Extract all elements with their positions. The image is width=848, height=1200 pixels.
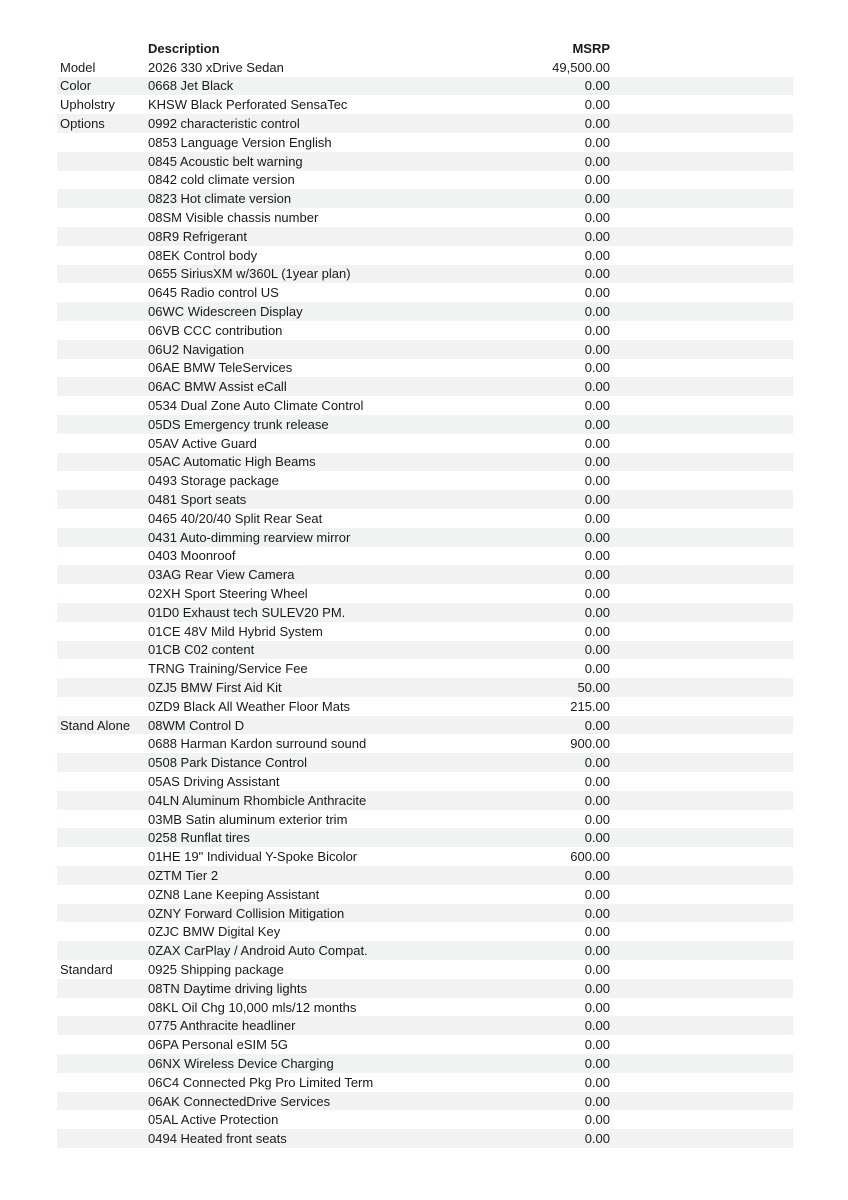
row-category (57, 1073, 148, 1092)
row-filler (610, 133, 793, 152)
row-msrp: 0.00 (584, 548, 610, 564)
header-row (57, 39, 793, 58)
row-category (57, 847, 148, 866)
row-description: 0431 Auto-dimming rearview mirror (148, 529, 351, 545)
row-description: 0ZD9 Black All Weather Floor Mats (148, 698, 351, 714)
row-category (57, 904, 148, 923)
row-category (57, 697, 148, 716)
row-description: 01CE 48V Mild Hybrid System (148, 623, 323, 639)
row-msrp: 0.00 (584, 116, 610, 132)
row-category (57, 509, 148, 528)
row-filler (610, 340, 793, 359)
row-category (57, 565, 148, 584)
row-msrp: 0.00 (584, 999, 610, 1015)
row-description: 03AG Rear View Camera (148, 567, 295, 583)
row-category (57, 866, 148, 885)
row-filler (610, 359, 793, 378)
row-msrp: 0.00 (584, 285, 610, 301)
row-category (57, 453, 148, 472)
row-filler (610, 734, 793, 753)
table-row (57, 1054, 793, 1073)
row-category: Options (60, 116, 105, 132)
row-msrp: 900.00 (570, 736, 610, 752)
row-filler (610, 246, 793, 265)
row-filler (610, 904, 793, 923)
header-category (57, 39, 148, 58)
row-msrp: 0.00 (584, 379, 610, 395)
row-description: 08EK Control body (148, 247, 258, 263)
row-msrp: 0.00 (584, 304, 610, 320)
row-msrp: 0.00 (584, 755, 610, 771)
table-row (57, 152, 793, 171)
row-category (57, 171, 148, 190)
row-category (57, 810, 148, 829)
row-description: 0ZNY Forward Collision Mitigation (148, 905, 345, 921)
row-category (57, 340, 148, 359)
header-msrp: MSRP (572, 40, 610, 56)
row-filler (610, 377, 793, 396)
row-category: Standard (60, 961, 113, 977)
header-description: Description (148, 40, 220, 56)
row-category (57, 321, 148, 340)
row-filler (610, 622, 793, 641)
row-msrp: 0.00 (584, 1037, 610, 1053)
table-row (57, 396, 793, 415)
row-msrp: 0.00 (584, 773, 610, 789)
row-category (57, 772, 148, 791)
row-msrp: 0.00 (584, 1074, 610, 1090)
row-msrp: 0.00 (584, 153, 610, 169)
row-category (57, 979, 148, 998)
row-category (57, 584, 148, 603)
row-msrp: 0.00 (584, 435, 610, 451)
row-msrp: 0.00 (584, 341, 610, 357)
table-row (57, 922, 793, 941)
table-row (57, 359, 793, 378)
table-row (57, 678, 793, 697)
row-category (57, 133, 148, 152)
row-filler (610, 471, 793, 490)
row-description: 0775 Anthracite headliner (148, 1018, 296, 1034)
row-msrp: 0.00 (584, 492, 610, 508)
row-filler (610, 227, 793, 246)
row-description: 06VB CCC contribution (148, 322, 283, 338)
row-filler (610, 847, 793, 866)
row-category (57, 603, 148, 622)
row-msrp: 0.00 (584, 604, 610, 620)
row-category: Color (60, 78, 92, 94)
row-description: 0508 Park Distance Control (148, 755, 307, 771)
row-msrp: 0.00 (584, 360, 610, 376)
row-msrp: 0.00 (584, 228, 610, 244)
row-msrp: 0.00 (584, 1093, 610, 1109)
row-filler (610, 565, 793, 584)
row-category: Model (60, 59, 96, 75)
row-category (57, 1035, 148, 1054)
row-filler (610, 1035, 793, 1054)
row-category (57, 434, 148, 453)
table-row (57, 1073, 793, 1092)
table-row (57, 1129, 793, 1148)
row-msrp: 0.00 (584, 905, 610, 921)
row-category (57, 1054, 148, 1073)
row-category (57, 377, 148, 396)
table-row (57, 189, 793, 208)
row-filler (610, 998, 793, 1017)
row-filler (610, 453, 793, 472)
row-msrp: 0.00 (584, 886, 610, 902)
row-msrp: 0.00 (584, 416, 610, 432)
row-category (57, 471, 148, 490)
row-msrp: 50.00 (577, 679, 610, 695)
row-msrp: 0.00 (584, 867, 610, 883)
table-row (57, 828, 793, 847)
row-msrp: 215.00 (570, 698, 610, 714)
row-msrp: 0.00 (584, 623, 610, 639)
row-filler (610, 810, 793, 829)
row-filler (610, 1092, 793, 1111)
row-description: 06PA Personal eSIM 5G (148, 1037, 288, 1053)
row-filler (610, 866, 793, 885)
row-filler (610, 171, 793, 190)
row-description: 05DS Emergency trunk release (148, 416, 329, 432)
row-filler (610, 641, 793, 660)
row-filler (610, 77, 793, 96)
row-filler (610, 396, 793, 415)
row-description: 01D0 Exhaust tech SULEV20 PM. (148, 604, 346, 620)
row-filler (610, 321, 793, 340)
row-category (57, 490, 148, 509)
table-row (57, 1092, 793, 1111)
row-description: 05AL Active Protection (148, 1112, 279, 1128)
row-filler (610, 772, 793, 791)
row-category (57, 189, 148, 208)
table-row (57, 415, 793, 434)
row-filler (610, 1110, 793, 1129)
row-msrp: 0.00 (584, 191, 610, 207)
table-row (57, 772, 793, 791)
row-category (57, 622, 148, 641)
table-row (57, 734, 793, 753)
row-msrp: 0.00 (584, 943, 610, 959)
row-description: 06WC Widescreen Display (148, 304, 303, 320)
table-row (57, 641, 793, 660)
table-row (57, 584, 793, 603)
row-category (57, 1129, 148, 1148)
row-description: TRNG Training/Service Fee (148, 661, 308, 677)
row-category (57, 528, 148, 547)
table-row (57, 171, 793, 190)
row-msrp: 0.00 (584, 792, 610, 808)
row-filler (610, 547, 793, 566)
row-msrp: 49,500.00 (552, 59, 610, 75)
row-filler (610, 509, 793, 528)
row-msrp: 0.00 (584, 510, 610, 526)
table-row (57, 208, 793, 227)
row-msrp: 0.00 (584, 1112, 610, 1128)
row-msrp: 0.00 (584, 1131, 610, 1147)
row-description: 08SM Visible chassis number (148, 210, 319, 226)
row-filler (610, 114, 793, 133)
row-filler (610, 678, 793, 697)
row-description: 0ZAX CarPlay / Android Auto Compat. (148, 943, 368, 959)
row-filler (610, 528, 793, 547)
row-description: 03MB Satin aluminum exterior trim (148, 811, 348, 827)
table-row (57, 58, 793, 77)
table-row (57, 791, 793, 810)
row-description: 0845 Acoustic belt warning (148, 153, 303, 169)
row-filler (610, 1054, 793, 1073)
row-category (57, 283, 148, 302)
row-filler (610, 885, 793, 904)
table-row (57, 603, 793, 622)
table-row (57, 509, 793, 528)
table-row (57, 941, 793, 960)
row-description: 02XH Sport Steering Wheel (148, 586, 308, 601)
row-filler (610, 828, 793, 847)
row-msrp: 0.00 (584, 172, 610, 188)
row-category (57, 922, 148, 941)
row-category: Stand Alone (60, 717, 131, 733)
row-description: 06NX Wireless Device Charging (148, 1055, 334, 1071)
row-msrp: 600.00 (570, 849, 610, 865)
row-filler (610, 603, 793, 622)
row-description: 04LN Aluminum Rhombicle Anthracite (148, 792, 367, 808)
row-filler (610, 189, 793, 208)
table-row (57, 716, 793, 735)
row-category (57, 791, 148, 810)
table-row (57, 847, 793, 866)
table-row (57, 1016, 793, 1035)
table-row (57, 490, 793, 509)
table-row (57, 95, 793, 114)
row-filler (610, 753, 793, 772)
row-filler (610, 941, 793, 960)
row-msrp: 0.00 (584, 247, 610, 263)
row-description: 0ZN8 Lane Keeping Assistant (148, 886, 320, 902)
row-filler (610, 922, 793, 941)
row-description: 0842 cold climate version (148, 172, 295, 188)
row-description: 05AS Driving Assistant (148, 773, 280, 789)
row-description: 0688 Harman Kardon surround sound (148, 736, 367, 752)
row-msrp: 0.00 (584, 980, 610, 996)
row-category (57, 1110, 148, 1129)
row-description: 08KL Oil Chg 10,000 mls/12 months (148, 999, 357, 1015)
row-msrp: 0.00 (584, 661, 610, 677)
row-description: 06C4 Connected Pkg Pro Limited Term (148, 1074, 374, 1090)
table-body (57, 58, 793, 1148)
table-row (57, 377, 793, 396)
row-category (57, 246, 148, 265)
table-row (57, 321, 793, 340)
row-category (57, 547, 148, 566)
table-row (57, 565, 793, 584)
row-filler (610, 584, 793, 603)
row-msrp: 0.00 (584, 454, 610, 470)
row-msrp: 0.00 (584, 97, 610, 113)
row-msrp: 0.00 (584, 210, 610, 226)
row-description: 0655 SiriusXM w/360L (1year plan) (148, 266, 351, 282)
row-filler (610, 434, 793, 453)
row-description: 0494 Heated front seats (148, 1131, 287, 1147)
table-row (57, 283, 793, 302)
row-filler (610, 265, 793, 284)
row-filler (610, 208, 793, 227)
row-filler (610, 95, 793, 114)
row-category (57, 227, 148, 246)
row-description: 0ZTM Tier 2 (148, 867, 219, 883)
row-category (57, 208, 148, 227)
row-description: 05AC Automatic High Beams (148, 454, 316, 470)
table-row (57, 528, 793, 547)
row-msrp: 0.00 (584, 642, 610, 658)
row-description: 08WM Control D (148, 717, 245, 733)
row-category (57, 885, 148, 904)
row-description: 0258 Runflat tires (148, 830, 250, 846)
row-filler (610, 283, 793, 302)
table-row (57, 227, 793, 246)
row-description: 0853 Language Version English (148, 134, 332, 150)
row-filler (610, 302, 793, 321)
row-filler (610, 490, 793, 509)
table-row (57, 1110, 793, 1129)
row-description: 08R9 Refrigerant (148, 228, 247, 244)
options-table (57, 39, 793, 1148)
row-description: 0481 Sport seats (148, 492, 247, 508)
row-description: 01HE 19" Individual Y-Spoke Bicolor (148, 849, 358, 865)
row-filler (610, 979, 793, 998)
header-filler (610, 39, 793, 58)
row-msrp: 0.00 (584, 830, 610, 846)
row-category (57, 359, 148, 378)
table-row (57, 1035, 793, 1054)
row-description: 0465 40/20/40 Split Rear Seat (148, 510, 323, 526)
row-description: 2026 330 xDrive Sedan (148, 59, 284, 75)
table-row (57, 885, 793, 904)
row-description: 0992 characteristic control (148, 116, 300, 132)
row-category: Upholstry (60, 97, 115, 113)
table-row (57, 302, 793, 321)
row-category (57, 1092, 148, 1111)
row-filler (610, 1129, 793, 1148)
table-row (57, 434, 793, 453)
row-msrp: 0.00 (584, 717, 610, 733)
table-row (57, 77, 793, 96)
table-row (57, 265, 793, 284)
row-description: 01CB C02 content (148, 642, 255, 658)
row-msrp: 0.00 (584, 567, 610, 583)
row-msrp: 0.00 (584, 1055, 610, 1071)
row-msrp: 0.00 (584, 266, 610, 282)
row-description: 05AV Active Guard (148, 435, 257, 451)
row-msrp: 0.00 (584, 134, 610, 150)
table-row (57, 114, 793, 133)
row-description: 0823 Hot climate version (148, 191, 292, 207)
row-msrp: 0.00 (584, 322, 610, 338)
row-msrp: 0.00 (584, 78, 610, 94)
table-row (57, 471, 793, 490)
table-row (57, 622, 793, 641)
table-row (57, 659, 793, 678)
row-msrp: 0.00 (584, 1018, 610, 1034)
row-category (57, 998, 148, 1017)
row-filler (610, 960, 793, 979)
row-description: 08TN Daytime driving lights (148, 980, 307, 996)
row-category (57, 641, 148, 660)
row-filler (610, 58, 793, 77)
row-description: 0ZJ5 BMW First Aid Kit (148, 679, 282, 695)
row-filler (610, 659, 793, 678)
row-filler (610, 697, 793, 716)
row-category (57, 941, 148, 960)
table-row (57, 753, 793, 772)
table-row (57, 547, 793, 566)
row-description: KHSW Black Perforated SensaTec (148, 97, 348, 113)
row-description: 0534 Dual Zone Auto Climate Control (148, 398, 364, 414)
row-description: 06AC BMW Assist eCall (148, 379, 287, 395)
row-category (57, 265, 148, 284)
row-msrp: 0.00 (584, 473, 610, 489)
table-row (57, 866, 793, 885)
row-filler (610, 1073, 793, 1092)
row-category (57, 302, 148, 321)
row-description: 06AK ConnectedDrive Services (148, 1093, 331, 1109)
row-filler (610, 1016, 793, 1035)
row-description: 0403 Moonroof (148, 548, 236, 564)
table-row (57, 904, 793, 923)
row-description: 0ZJC BMW Digital Key (148, 924, 281, 940)
row-description: 0493 Storage package (148, 473, 279, 489)
table-row (57, 810, 793, 829)
table-row (57, 246, 793, 265)
row-msrp: 0.00 (584, 811, 610, 827)
table-row (57, 998, 793, 1017)
row-msrp: 0.00 (584, 961, 610, 977)
row-category (57, 678, 148, 697)
row-filler (610, 791, 793, 810)
row-msrp: 0.00 (584, 529, 610, 545)
row-description: 0925 Shipping package (148, 961, 284, 977)
row-msrp: 0.00 (584, 924, 610, 940)
table-row (57, 133, 793, 152)
row-category (57, 734, 148, 753)
row-category (57, 396, 148, 415)
row-filler (610, 716, 793, 735)
table-row (57, 453, 793, 472)
row-filler (610, 415, 793, 434)
table-row (57, 340, 793, 359)
row-description: 0668 Jet Black (148, 78, 234, 94)
row-category (57, 659, 148, 678)
table-row (57, 960, 793, 979)
row-category (57, 1016, 148, 1035)
row-filler (610, 152, 793, 171)
row-description: 0645 Radio control US (148, 285, 279, 301)
table-header (57, 39, 793, 58)
row-category (57, 753, 148, 772)
row-msrp: 0.00 (584, 586, 610, 601)
row-description: 06U2 Navigation (148, 341, 245, 357)
row-description: 06AE BMW TeleServices (148, 360, 293, 376)
row-category (57, 828, 148, 847)
row-category (57, 415, 148, 434)
table-row (57, 697, 793, 716)
table-row (57, 979, 793, 998)
row-category (57, 152, 148, 171)
row-msrp: 0.00 (584, 398, 610, 414)
